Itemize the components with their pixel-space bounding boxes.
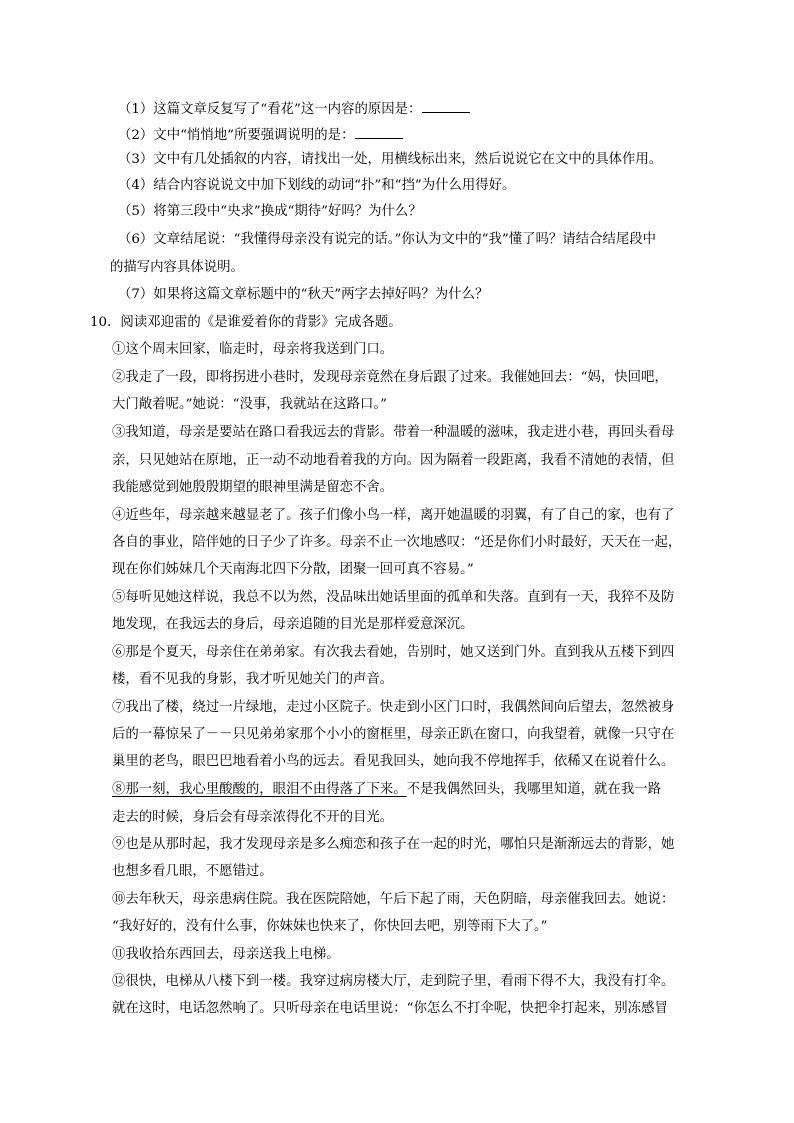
question-2-text: （2）文中“悄悄地”所要强调说明的是： [118, 128, 355, 143]
passage-line: ④近些年，母亲越来越显老了。孩子们像小鸟一样，离开她温暖的羽翼，有了自己的家，也有了 [112, 508, 675, 523]
passage-line: ③我知道，母亲是要站在路口看我远去的背影。带着一种温暖的滋味，我走进小巷，再回头看母 [112, 425, 675, 440]
passage-line: ①这个周末回家，临走时，母亲将我送到门口。 [112, 342, 394, 357]
question-2 [118, 124, 403, 144]
passage-line: ⑥那是个夏天，母亲住在弟弟家。有次我去看她，告别时，她又送到门外。直到我从五楼下到四 [112, 645, 675, 660]
passage-line: 现在你们姊妹几个天南海北四下分散，团聚一回可真不容易。” [112, 562, 474, 577]
passage-line: 后的一幕惊呆了－－只见弟弟家那个小小的窗框里，母亲正趴在窗口，向我望着，就像一只守在 [112, 727, 675, 742]
passage-line: 各自的事业，陪伴她的日子少了许多。母亲不止一次地感叹：“还是你们小时最好，天天在一起， [112, 535, 682, 550]
passage-line: 我能感觉到她殷殷期望的眼神里满是留恋不舍。 [112, 480, 394, 495]
passage-line: 也想多看几眼，不愿错过。 [112, 864, 273, 879]
underlined-sentence: ⑧那一刻，我心里酸酸的，眼泪不由得落了下来。 [112, 782, 407, 797]
question-6: （6）文章结尾说：“我懂得母亲没有说完的话。”你认为文中的“我”懂了吗？请结合结尾段中 [118, 232, 657, 247]
answer-blank-2[interactable] [355, 124, 403, 139]
question-5: （5）将第三段中“央求”换成“期待”好吗？为什么？ [118, 204, 422, 219]
passage-line: 楼，看不见我的身影，我才听见她关门的声音。 [112, 672, 394, 687]
question-7: （7）如果将这篇文章标题中的“秋天”两字去掉好吗？为什么？ [118, 287, 489, 302]
passage-line: 大门敞着呢。”她说：“没事，我就站在这路口。” [112, 397, 387, 412]
passage-line: ⑫很快，电梯从八楼下到一楼。我穿过病房楼大厅，走到院子里，看雨下得不大，我没有打伞。 [112, 974, 675, 989]
passage-line: 就在这时，电话忽然响了。只听母亲在电话里说：“你怎么不打伞呢，快把伞打起来，别冻感冒 [112, 1001, 668, 1016]
passage-line: ⑦我出了楼，绕过一片绿地，走过小区院子。快走到小区门口时，我偶然间向后望去，忽然被身 [112, 700, 675, 715]
passage-line: ②我走了一段，即将拐进小巷时，发现母亲竟然在身后跟了过来。我催她回去：“妈，快回吧， [112, 370, 668, 385]
passage-line: 亲，只见她站在原地，正一动不动地看着我的方向。因为隔着一段距离，我看不清她的表情，但 [112, 453, 675, 468]
question-1 [118, 98, 470, 118]
question-4: （4）结合内容说说文中加下划线的动词“扑”和“挡”为什么用得好。 [118, 178, 516, 193]
passage-line: 巢里的老鸟，眼巴巴地看着小鸟的远去。看见我回头，她向我不停地挥手，依稀又在说着什么。 [112, 754, 675, 769]
passage-line: “我好好的，没有什么事，你妹妹也快来了，你快回去吧，别等雨下大了。” [112, 919, 548, 934]
question-6-continued: 的描写内容具体说明。 [110, 260, 244, 275]
answer-blank-1[interactable] [422, 98, 470, 113]
passage-line: ⑨也是从那时起，我才发现母亲是多么痴恋和孩子在一起的时光，哪怕只是渐渐远去的背影，她 [112, 837, 675, 852]
passage-line: 走去的时候，身后会有母亲浓得化不开的目光。 [112, 810, 394, 825]
question-1-text: （1）这篇文章反复写了“看花”这一内容的原因是： [118, 102, 422, 117]
section-10-header: 10．阅读邓迎雷的《是谁爱着你的背影》完成各题。 [90, 315, 402, 330]
passage-line: 地发现，在我远去的身后，母亲追随的目光是那样爱意深沉。 [112, 617, 474, 632]
passage-line-8-rest: 不是我偶然回头，我哪里知道，就在我一路 [406, 782, 662, 797]
passage-line: ⑤每听见她这样说，我总不以为然，没品味出她话里面的孤单和失落。直到有一天，我猝不及防 [112, 590, 675, 605]
passage-line: ⑩去年秋天，母亲患病住院。我在医院陪她，午后下起了雨，天色阴暗，母亲催我回去。她说： [112, 892, 675, 907]
passage-line: ⑪我收拾东西回去，母亲送我上电梯。 [112, 947, 340, 962]
passage-line-8 [112, 780, 661, 800]
question-3: （3）文中有几处插叙的内容，请找出一处，用横线标出来，然后说说它在文中的具体作用。 [118, 152, 663, 167]
